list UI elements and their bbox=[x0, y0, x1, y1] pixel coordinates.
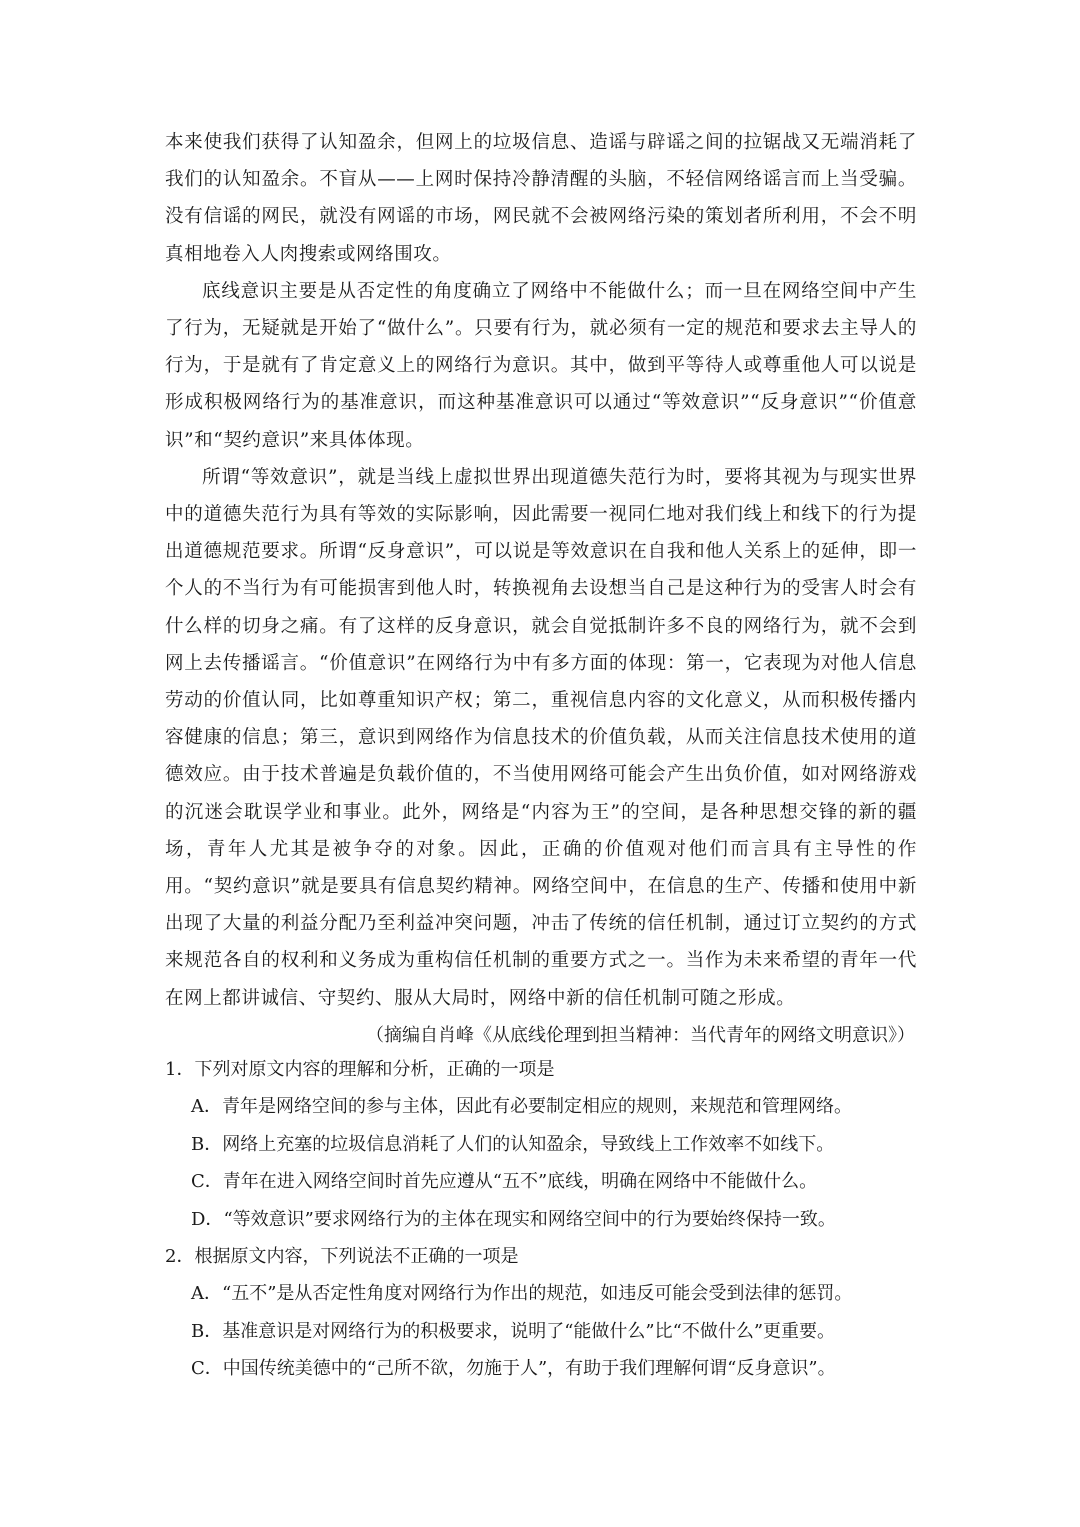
option-text: 青年在进入网络空间时首先应遵从“五不”底线，明确在网络中不能做什么。 bbox=[222, 1171, 818, 1193]
option-text: “五不”是从否定性角度对网络行为作出的规范，如违反可能会受到法律的惩罚。 bbox=[222, 1283, 853, 1305]
option-a bbox=[165, 1088, 917, 1125]
option-b bbox=[165, 1126, 917, 1163]
reading-passage bbox=[165, 124, 917, 1054]
option-c bbox=[165, 1163, 917, 1200]
option-letter: C． bbox=[191, 1358, 223, 1380]
option-c bbox=[165, 1350, 917, 1387]
option-letter: A． bbox=[191, 1096, 222, 1118]
question-number: 2． bbox=[165, 1246, 195, 1268]
question-2 bbox=[165, 1238, 917, 1388]
option-text: 基准意识是对网络行为的积极要求，说明了“能做什么”比“不做什么”更重要。 bbox=[222, 1320, 836, 1342]
question-list bbox=[165, 1051, 917, 1388]
question-stem bbox=[165, 1051, 917, 1088]
option-letter: B． bbox=[191, 1133, 223, 1155]
option-letter: C． bbox=[191, 1171, 223, 1193]
option-letter: A． bbox=[191, 1283, 222, 1305]
passage-paragraph-1: 本来使我们获得了认知盈余，但网上的垃圾信息、造谣与辟谣之间的拉锯战又无端消耗了我们的认知盈余。不盲从——上网时保持冷静清醒的头脑，不轻信网络谣言而上当受骗。没有信谣的网民，就没有网谣的市场，网民就不会被网络污染的策划者所利用，不会不明真相地卷入人肉搜索或网络围攻。 bbox=[165, 132, 917, 265]
option-text: 中国传统美德中的“己所不欲，勿施于人”，有助于我们理解何谓“反身意识”。 bbox=[222, 1358, 836, 1380]
option-text: 网络上充塞的垃圾信息消耗了人们的认知盈余，导致线上工作效率不如线下。 bbox=[222, 1133, 835, 1155]
option-d bbox=[165, 1201, 917, 1238]
option-a bbox=[165, 1275, 917, 1312]
passage-source-citation: （摘编自肖峰《从底线伦理到担当精神：当代青年的网络文明意识》） bbox=[366, 1024, 915, 1046]
passage-paragraph-2: 底线意识主要是从否定性的角度确立了网络中不能做什么；而一旦在网络空间中产生了行为，无疑就是开始了“做什么”。只要有行为，就必须有一定的规范和要求去主导人的行为，于是就有了肯定意义上的网络行为意识。其中，做到平等待人或尊重他人可以说是形成积极网络行为的基准意识，而这种基准意识可以通过“等效意识”“反身意识”“价值意识”和“契约意识”来具体体现。 bbox=[165, 280, 917, 451]
question-1 bbox=[165, 1051, 917, 1238]
option-b bbox=[165, 1313, 917, 1350]
option-letter: B． bbox=[191, 1320, 223, 1342]
option-letter: D． bbox=[191, 1208, 224, 1230]
passage-paragraph-3: 所谓“等效意识”，就是当线上虚拟世界出现道德失范行为时，要将其视为与现实世界中的道德失范行为具有等效的实际影响，因此需要一视同仁地对我们线上和线下的行为提出道德规范要求。所谓“反身意识”，可以说是等效意识在自我和他人关系上的延伸，即一个人的不当行为有可能损害到他人时，转换视角去设想当自己是这种行为的受害人时会有什么样的切身之痛。有了这样的反身意识，就会自觉抵制许多不良的网络行为，就不会到网上去传播谣言。“价值意识”在网络行为中有多方面的体现：第一，它表现为对他人信息劳动的价值认同，比如尊重知识产权；第二，重视信息内容的文化意义，从而积极传播内容健康的信息；第三，意识到网络作为信息技术的价值负载，从而关注信息技术使用的道德效应。由于技术普遍是负载价值的，不当使用网络可能会产生出负价值，如对网络游戏的沉迷会耽误学业和事业。此外，网络是“内容为王”的空间，是各种思想交锋的新的疆场，青年人尤其是被争夺的对象。因此，正确的价值观对他们而言具有主导性的作用。“契约意识”就是要具有信息契约精神。网络空间中，在信息的生产、传播和使用中新出现了大量的利益分配乃至利益冲突问题，冲击了传统的信任机制，通过订立契约的方式来规范各自的权利和义务成为重构信任机制的重要方式之一。当作为未来希望的青年一代在网上都讲诚信、守契约、服从大局时，网络中新的信任机制可随之形成。 bbox=[165, 466, 917, 1009]
question-text: 根据原文内容，下列说法不正确的一项是 bbox=[194, 1246, 519, 1268]
question-text: 下列对原文内容的理解和分析，正确的一项是 bbox=[194, 1059, 555, 1080]
question-stem bbox=[165, 1238, 917, 1275]
question-number: 1． bbox=[165, 1059, 195, 1080]
option-text: “等效意识”要求网络行为的主体在现实和网络空间中的行为要始终保持一致。 bbox=[223, 1208, 836, 1230]
option-text: 青年是网络空间的参与主体，因此有必要制定相应的规则，来规范和管理网络。 bbox=[222, 1096, 852, 1118]
